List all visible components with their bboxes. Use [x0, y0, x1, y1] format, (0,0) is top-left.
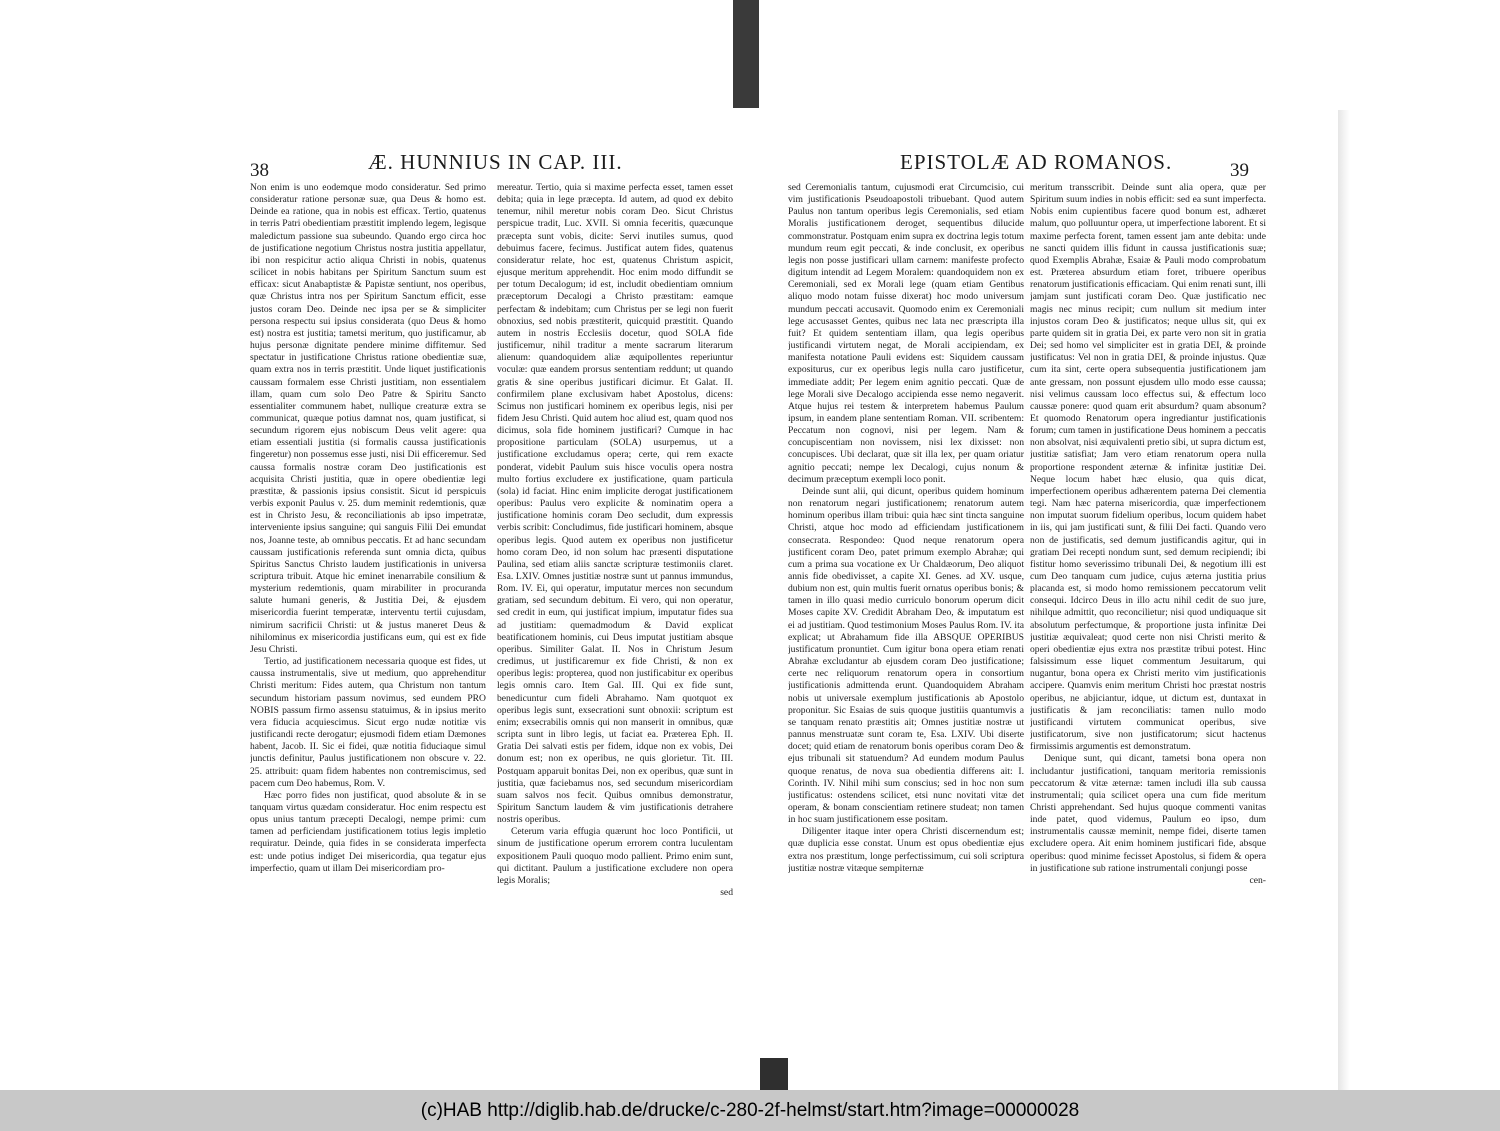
right-column-2 — [1030, 182, 1266, 1080]
paragraph: meritum transscribit. Deinde sunt alia opera, quæ per Spiritum suum indies in nobis efficit: sed ea sunt imperfecta. Nobis enim cupientibus facere quod bonum est, adhæret malum, quo polluuntur opera, ut imperfectione laborent. Et si maxime perfecta forent, tamen essent jam ante debita: unde ne sancti quidem illis fidunt in caussa justificationis suæ; quod Exemplis Abrahæ, Esaiæ & Pauli modo comprobatum est. Præterea absurdum etiam foret, tribuere operibus renatorum justificationis efficaciam. Qui enim renati sunt, illi jamjam sunt justificati coram Deo. Quæ justificatio nec magis nec minus recipit; cum nullum sit medium inter injustos coram Deo & justificatos; neque ullus sit, qui ex parte quidem sit in gratia Dei, ex parte vero non sit in gratia Dei; sed homo vel simpliciter est in gratia DEI, & proinde justificatus: Vel non in gratia DEI, & proinde injustus. Quæ cum ita sint, certe opera subsequentia justificationem jam ante gressam, non possunt ejusdem ullo modo esse caussa; nisi velimus caussam loco effectus sui, & effectum loco caussæ ponere: quod quam erit absurdum? quam absonum? Et quomodo Renatorum opera ingrediantur justificationis forum; cum tamen in justificatione Deus hominem a peccatis non absolvat, nisi æquivalenti pretio sibi, ut supra dictum est, justitiæ satisfiat; Jam vero etiam renatorum opera nulla proportione respondent æternæ & infinitæ justitiæ Dei. Neque locum habet hæc elusio, qua quis dicat, imperfectionem operibus adhærentem paterna Dei clementia tegi. Nam hæc paterna misericordia, quæ imperfectionem non imputat suorum fidelium operibus, locum quidem habet in iis, qui jam justificati sunt, & filii Dei facti. Quando vero non de justificatis, sed demum justificandis agitur, qui in gratiam Dei recepti nondum sunt, sed demum recipiendi; ibi fistitur homo severissimo tribunali Dei, & negotium illi est cum Deo tanquam cum judice, cujus æterna justitia prius placanda est, si modo homo remissionem peccatorum velit consequi. Idcirco Deus in illo actu nihil cedit de suo jure, nihilque admittit, quo reconcilietur; nisi quod undiquaque sit absolutum perfectumque, & proportione justa infinitæ Dei justitiæ æquivaleat; quod certe non nisi Christi merito & operi obedientiæ ejus extra nos præstitæ tribui potest. Hinc falsissimum esse liquet commentum Jesuitarum, qui nugantur, bona opera ex Christi merito vim justificationis accipere. Quamvis enim meritum Christi hoc præstat nostris operibus, ne abjiciantur, idque, ut dictum est, duntaxat in justificatis & jam reconciliatis: tamen nullo modo justificandi virtutem communicat operibus, sive justificatorum, sive non justificatorum; sicut hactenus firmissimis argumentis est demonstratum. — [1030, 182, 1266, 753]
left-column-1 — [250, 182, 486, 1080]
left-page-number: 38 — [250, 160, 269, 181]
gutter-shadow-bottom — [760, 1058, 788, 1090]
paragraph: mereatur. Tertio, quia si maxime perfecta esset, tamen esset debita; quia in lege præcepta. Id autem, ad quod ex debito tenemur, nihil meretur nobis coram Deo. Sicut Christus perspicue tradit, Luc. XVII. Si omnia feceritis, quæcunque præcepta sunt vobis, dicite: Servi inutiles sumus, quod debuimus facere, fecimus. Justificat autem fides, quatenus consideratur relate, hoc est, quatenus Christum aspicit, ejusque meritum apprehendit. Hoc enim modo diffundit se per totum Decalogum; id est, includit obedientiam omnium præceptorum Decalogi a Christo præstitam: eamque perfectam & indebitam; cum Christus per se legi non fuerit obnoxius, sed nobis præstiterit, quicquid præstitit. Quando autem in nostris Ecclesiis docetur, quod SOLA fide justificemur, nihil traditur a mente sacrarum literarum alienum: quandoquidem aliæ æquipollentes reperiuntur voculæ: quæ eandem prorsus sententiam reddunt; ut quando gratis & sine operibus justificari dicimur. Et Galat. II. confirmilem plane exclusivam habet Apostolus, dicens: Scimus non justificari hominem ex operibus legis, nisi per fidem Jesu Christi. Quid autem hoc aliud est, quam quod nos dicimus, sola fide hominem justificari? Cumque in hac propositione particulam (SOLA) usurpemus, ut a justificatione excludamus opera; certe, qui rem exacte ponderat, videbit Paulum suis hisce voculis opera nostra multo fortius excludere ex justificatione, quam particula (sola) id faciat. Hinc enim implicite derogat justificationem operibus: Paulus vero explicite & nominatim opera a justificatione hominis coram Deo secludit, dum expressis verbis scribit: Concludimus, fide justificari hominem, absque operibus legis. Quod autem ex operibus non justificetur homo coram Deo, id non solum hac præsenti disputatione Paulina, sed etiam aliis sanctæ scripturæ testimoniis claret. Esa. LXIV. Omnes justitiæ nostræ sunt ut pannus immundus, Rom. IV. Ei, qui operatur, imputatur merces non secundum gratiam, sed secundum debitum. Ei vero, qui non operatur, sed credit in eum, qui justificat impium, imputatur fides sua ad justitiam: quemadmodum & David explicat beatificationem hominis, cui Deus imputat justitiam absque operibus. Similiter Galat. II. Nos in Christum Jesum credimus, ut justificaremur ex fide Christi, & non ex operibus legis: propterea, quod non justificabitur ex operibus legis omnis caro. Item Gal. III. Qui ex fide sunt, benedicuntur cum fideli Abrahamo. Nam quotquot ex operibus legis sunt, exsecrationi sunt obnoxii: scriptum est enim; exsecrabilis omnis qui non manserit in omnibus, quæ scripta sunt in libro legis, ut faciat ea. Præterea Eph. II. Gratia Dei salvati estis per fidem, idque non ex vobis, Dei donum est; non ex operibus, ne quis glorietur. Tit. III. Postquam apparuit bonitas Dei, non ex operibus, quæ sunt in justitia, quæ faciebamus nos, sed secundum misericordiam suam salvos nos fecit. Quibus omnibus demonstratur, Spiritum Sanctum laudem & vim justificationis detrahere nostris operibus. — [497, 182, 733, 826]
paragraph: Non enim is uno eodemque modo consideratur. Sed primo consideratur ratione personæ suæ, qua Deus & homo est. Deinde ea ratione, qua in nobis est efficax. Tertio, quatenus in terris Patri obedientiam præstitit implendo legem, legisque maledictum passione sua subeundo. Quando ergo circa hoc de justificatione negotium Christus nostra justitia appellatur, ibi non respicitur actio aliqua Christi in nobis, quatenus scilicet in nobis habitans per Spiritum Sanctum suum est efficax: sicut Anabaptistæ & Papistæ sentiunt, nos operibus, quæ Christus intra nos per Spiritum Sanctum efficit, esse justos coram Deo. Deinde nec ipsa per se & simpliciter persona respectu sui ipsius considerata (quo Deus & homo est) nostra est justitia; tametsi meritum, quo justificamur, ab hujus personæ dignitate pendere minime diffitemur. Sed spectatur in justificatione Christus ratione obedientiæ suæ, quam extra nos in terris præstitit. Unde liquet justificationis caussam formalem esse Christi justitiam, non essentialem illam, quam cum solo Deo Patre & Spiritu Sancto essentialiter communem habet, nullique creaturæ extra se communicat, quæque potius damnat nos, quam justificat, si secundum rigorem ejus nobiscum Deus velit agere: qua etiam essentiali justitia (si formalis caussa justificationis fingeretur) non possemus esse justi, nisi Dii efficeremur. Sed caussa formalis nostræ coram Deo justificationis est acquisita Christi justitia, quæ in opere obedientiæ legi præstitæ, & passionis ipsius consistit. Sicut id perspicuis verbis exponit Paulus v. 25. dum meminit redemtionis, quæ est in Christo Jesu, & reconciliationis ab ipso impetratæ, interveniente ipsius sanguine; qui sanguis Filii Dei emundat nos, Joanne teste, ab omnibus peccatis. Et ad hanc secundam caussam justificationis referenda sunt omnia dicta, quibus Spiritus Sanctus Christo laudem justificationis in universa scriptura tribuit. Atque hic eminet inenarrabile consilium & mysterium redemtionis, quam mirabiliter in procuranda salute humani generis, & Justitia Dei, & ejusdem misericordia fuerint temperatæ, interventu tertii cujusdam, nimirum sacrificii Christi: ut & justus maneret Deus & nihilominus ex misericordia justificans eum, qui est ex fide Jesu Christi. — [250, 182, 486, 655]
gutter-shadow — [733, 0, 759, 108]
paragraph: sed Ceremonialis tantum, cujusmodi erat Circumcisio, cui vim justificationis Pseudoapostoli tribuebant. Quod autem Paulus non tantum operibus legis Ceremonialis, sed etiam Moralis justificationem deroget, sequentibus dilucide commonstratur. Postquam enim supra ex doctrina legis totum mundum reum egit peccati, & inde conclusit, ex operibus legis non posse justificari ullam carnem: manifeste profecto digitum intendit ad Legem Moralem: quandoquidem non ex Ceremoniali, sed ex Morali lege (quam etiam Gentibus aliquo modo notam fuisse dixerat) hoc modo universum mundum peccati accusavit. Quomodo enim ex Ceremoniali lege accusasset Gentes, quibus nec lata nec præscripta illa fuit? Et quidem sententiam illam, qua legis operibus justificandi virtutem negat, de Morali accipiendam, ex manifesta notatione Pauli evidens est: Siquidem caussam expositurus, cur ex operibus legis nulla caro justificetur, immediate addit; Per legem enim agnitio peccati. Quæ de lege Morali sive Decalogo accipienda esse nemo negaverit. Atque hujus rei testem & interpretem habemus Paulum ipsum, in eandem plane sententiam Roman. VII. scribentem: Peccatum non cognovi, nisi per legem. Nam & concupiscentiam non novissem, nisi lex dixisset: non concupisces. Ubi declarat, quæ sit illa lex, per quam oriatur agnitio peccati; nempe lex Decalogi, cujus nonum & decimum præceptum exempli loco ponit. — [788, 182, 1024, 485]
page-edge — [1338, 110, 1350, 1090]
left-running-head: Æ. HUNNIUS IN CAP. III. — [368, 150, 623, 174]
paragraph: Ceterum varia effugia quærunt hoc loco Pontificii, ut sinum de justificatione operum errorem contra luculentam expositionem Pauli quoquo modo pallient. Primo enim sunt, qui dictitant. Paulum a justificatione excludere non opera legis Moralis; — [497, 826, 733, 886]
paragraph: Deinde sunt alii, qui dicunt, operibus quidem hominum non renatorum negari justificationem; renatorum autem hominum operibus illam tribui: quia hæc sint tincta sanguine Christi, atque hoc modo ad efficiendam justificationem consecrata. Respondeo: Quod neque renatorum opera justificent coram Deo, patet primum exemplo Abrahæ; qui cum a prima sua vocatione ex Ur Chaldæorum, Deo aliquot annis fide obedivisset, a capite XI. Genes. ad XV. usque, dubium non est, quin multis fuerit ornatus operibus bonis; & tamen in illo quasi medio curriculo bonorum operum dicit Moses capite XV. Credidit Abraham Deo, & imputatum est ei ad justitiam. Quod testimonium Moses Paulus Rom. IV. ita explicat; ut Abrahamum fide illa ABSQUE OPERIBUS justificatum pronuntiet. Cum igitur bona opera etiam renati Abrahæ excludantur ab ejusdem coram Deo justificatione; certe nec reliquorum renatorum opera in consortium justificationis admittenda erunt. Quandoquidem Abraham nobis ut universale exemplum justificationis ab Apostolo proponitur. Sic Esaias de suis quoque justitiis quantumvis a se tanquam renato præstitis ait; Omnes justitiæ nostræ ut pannus menstruatæ sunt coram te, Esa. LXIV. Ubi diserte docet; quid etiam de renatorum bonis operibus coram Deo & ejus tribunali sit statuendum? Ad eundem modum Paulus quoque renatus, de nova sua obedientia differens ait: I. Corinth. IV. Nihil mihi sum conscius; sed in hoc non sum justificatus: ostendens scilicet, etsi nunc novitati vitæ det operam, & bonam conscientiam retinere studeat; non tamen in hoc suam justificationem esse positam. — [788, 485, 1024, 826]
source-footer — [0, 1090, 1500, 1131]
paragraph: Tertio, ad justificationem necessaria quoque est fides, ut caussa instrumentalis, sive ut medium, quo apprehenditur Christi meritum: Fides autem, qua Christum non tantum secundum historiam passum novimus, sed eundem PRO NOBIS passum firmo assensu statuimus, & in ipsius merito vera fiducia acquiescimus. Sicut ergo nudæ notitiæ vis justificandi recte derogatur; ejusmodi fidem etiam Dæmones habent, Jacob. II. Sic ei fidei, quæ notitia fiduciaque simul junctis definitur, Paulus justificationem non obscure v. 22. 25. attribuit: quam fidem habentes non contremiscimus, sed pacem cum Deo habemus, Rom. V. — [250, 656, 486, 789]
catchword: cen- — [1249, 874, 1266, 886]
paragraph: Diligenter itaque inter opera Christi discernendum est; quæ duplicia esse constat. Unum est opus obedientiæ ejus extra nos præstitum, longe perfectissimum, cui soli scriptura justitiæ nostræ vitæque sempiternæ — [788, 826, 1024, 874]
right-running-head: EPISTOLÆ AD ROMANOS. — [900, 150, 1173, 174]
right-column-1 — [788, 182, 1024, 1080]
left-column-2 — [497, 182, 733, 1080]
paragraph: Denique sunt, qui dicant, tametsi bona opera non includantur justificationi, tanquam meritoria remissionis peccatorum & vitæ æternæ: tamen includi illa sub caussa instrumentali; quia scilicet opera una cum fide meritum Christi apprehendant. Sed hujus quoque commenti vanitas inde patet, quod videmus, Paulum eo ipso, dum instrumentalis caussæ meminit, nempe fidei, diserte tamen excludere opera. Ait enim hominem justificari fide, absque operibus: quod minime fecisset Apostolus, si fidem & opera in justificatione sub ratione instrumentali conjungi posse — [1030, 753, 1266, 874]
source-url-text: (c)HAB http://diglib.hab.de/drucke/c-280-2f-helmst/start.htm?image=00000028 — [420, 1099, 1080, 1121]
paragraph: Hæc porro fides non justificat, quod absolute & in se tanquam virtus quædam consideratur. Hoc enim respectu est opus unius tantum præcepti Decalogi, nempe primi: cum tamen ad perficiendam justificationem totius legis impletio requiratur. Deinde, quia fides in se considerata imperfecta est: unde potius indiget Dei misericordia, qua tegatur ejus imperfectio, quam ut illam Dei misericordiam pro- — [250, 789, 486, 874]
catchword: sed — [720, 887, 733, 899]
right-page-number: 39 — [1230, 160, 1249, 181]
